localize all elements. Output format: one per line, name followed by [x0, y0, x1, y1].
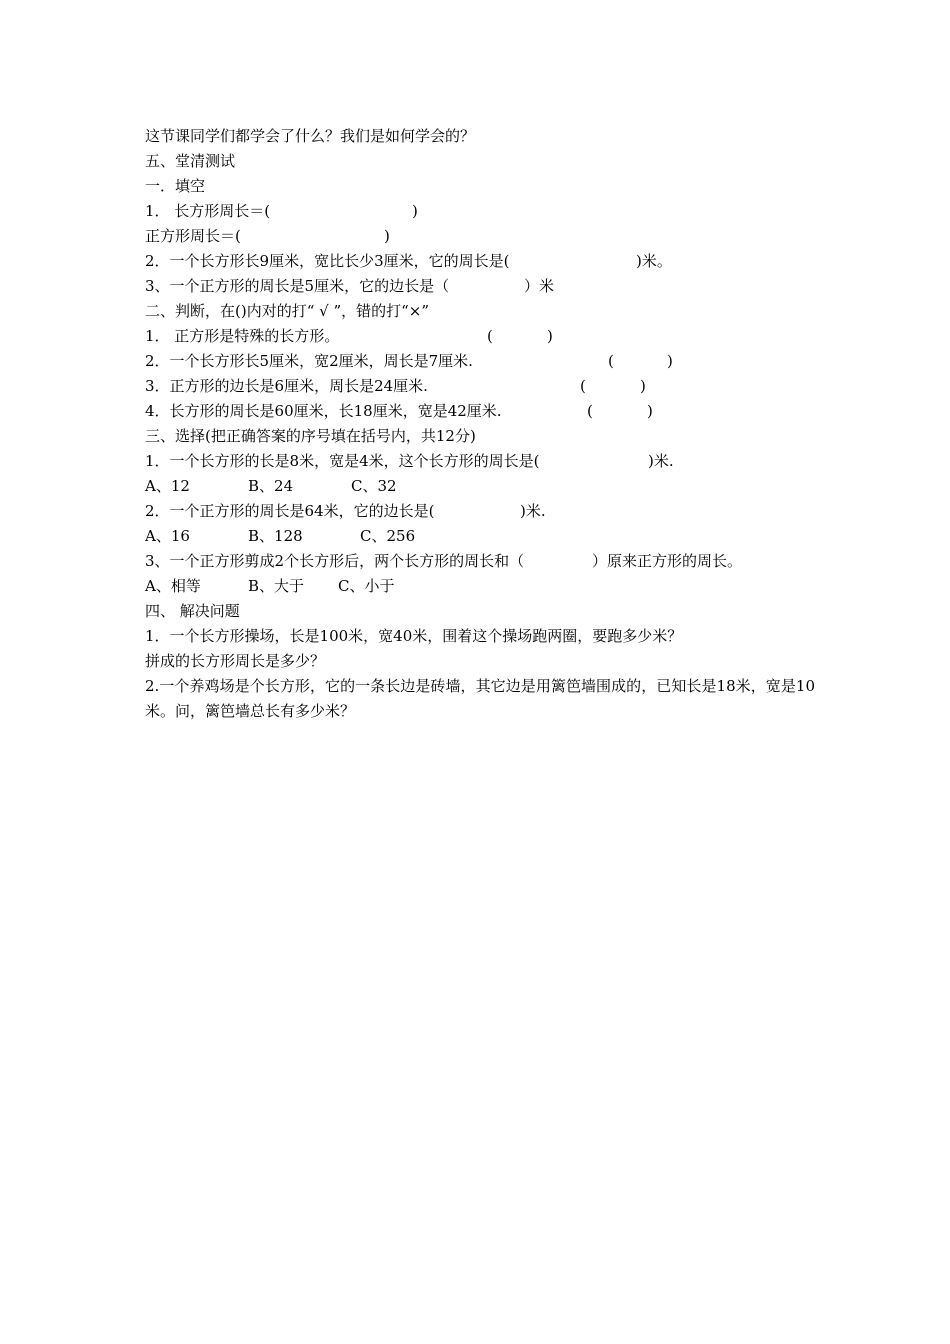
fill-question-1a: [145, 199, 815, 224]
answer-bracket-open: (: [608, 352, 614, 370]
problem-1: 1．一个长方形操场，长是100米，宽40米，围着这个操场跑两圈，要跑多少米？: [145, 627, 683, 645]
answer-bracket-open: (: [487, 327, 493, 345]
option-a: A、相等: [145, 577, 201, 595]
question-text: 3．正方形的边长是6厘米，周长是24厘米.: [145, 377, 428, 395]
fill-question-3: [145, 274, 815, 299]
choice-options-2: [145, 524, 815, 549]
problem-1-followup: 拼成的长方形周长是多少？: [145, 652, 326, 670]
question-text: 4．长方形的周长是60厘米，长18厘米，宽是42厘米.: [145, 402, 502, 420]
option-b: B、24: [248, 477, 294, 495]
part1-title: 一．填空: [145, 177, 206, 195]
option-a: A、16: [145, 527, 190, 545]
choice-question-1: [145, 449, 815, 474]
question-text: 1． 正方形是特殊的长方形。: [145, 327, 340, 345]
answer-bracket-close: ): [412, 202, 418, 220]
fill-question-1b: [145, 224, 815, 249]
choice-options-3: [145, 574, 815, 599]
judge-item: [145, 324, 815, 349]
answer-bracket-close: ): [647, 402, 653, 420]
option-a: A、12: [145, 477, 190, 495]
question-text: 1．一个长方形的长是8米，宽是4米，这个长方形的周长是(: [145, 452, 540, 470]
answer-bracket-open: (: [587, 402, 593, 420]
answer-bracket-close: ): [667, 352, 673, 370]
answer-bracket-open: (: [580, 377, 586, 395]
answer-bracket-close: ）米: [524, 277, 555, 295]
choice-question-3: [145, 549, 815, 574]
answer-bracket-close: )米.: [648, 452, 674, 470]
intro-line: 这节课同学们都学会了什么？我们是如何学会的？: [145, 127, 476, 145]
question-text: 1． 长方形周长＝(: [145, 202, 271, 220]
judge-item: [145, 374, 815, 399]
part3-title: 三、选择(把正确答案的序号填在括号内，共12分): [145, 427, 476, 445]
question-text: 3、一个正方形的周长是5厘米，它的边长是（: [145, 277, 450, 295]
option-b: B、128: [248, 527, 303, 545]
judge-item: [145, 399, 815, 424]
question-text: 3、一个正方形剪成2个长方形后，两个长方形的周长和（: [145, 552, 525, 570]
question-text: 2．一个正方形的周长是64米，它的边长是(: [145, 502, 435, 520]
part4-title: 四、 解决问题: [145, 602, 240, 620]
answer-bracket-close: ): [640, 377, 646, 395]
part2-title: 二、判断，在()内对的打“ √ ”，错的打“×”: [145, 302, 430, 320]
option-c: C、32: [351, 477, 397, 495]
answer-bracket-close: ): [547, 327, 553, 345]
answer-bracket-close: )米.: [520, 502, 546, 520]
choice-question-2: [145, 499, 815, 524]
option-c: C、小于: [338, 577, 395, 595]
answer-bracket-close: ）原来正方形的周长。: [592, 552, 743, 570]
option-b: B、大于: [248, 577, 305, 595]
problem-2: 2.一个养鸡场是个长方形，它的一条长边是砖墙，其它边是用篱笆墙围成的，已知长是18米，宽是10米。问，篱笆墙总长有多少米？: [145, 677, 815, 720]
answer-bracket-close: )米。: [636, 252, 672, 270]
worksheet-page: [145, 124, 815, 724]
section-heading: 五、堂清测试: [145, 152, 236, 170]
question-text: 正方形周长＝(: [145, 227, 241, 245]
fill-question-2: [145, 249, 815, 274]
answer-bracket-close: ): [384, 227, 390, 245]
choice-options-1: [145, 474, 815, 499]
question-text: 2．一个长方形长9厘米，宽比长少3厘米，它的周长是(: [145, 252, 510, 270]
option-c: C、256: [360, 527, 416, 545]
question-text: 2．一个长方形长5厘米，宽2厘米，周长是7厘米.: [145, 352, 473, 370]
judge-item: [145, 349, 815, 374]
